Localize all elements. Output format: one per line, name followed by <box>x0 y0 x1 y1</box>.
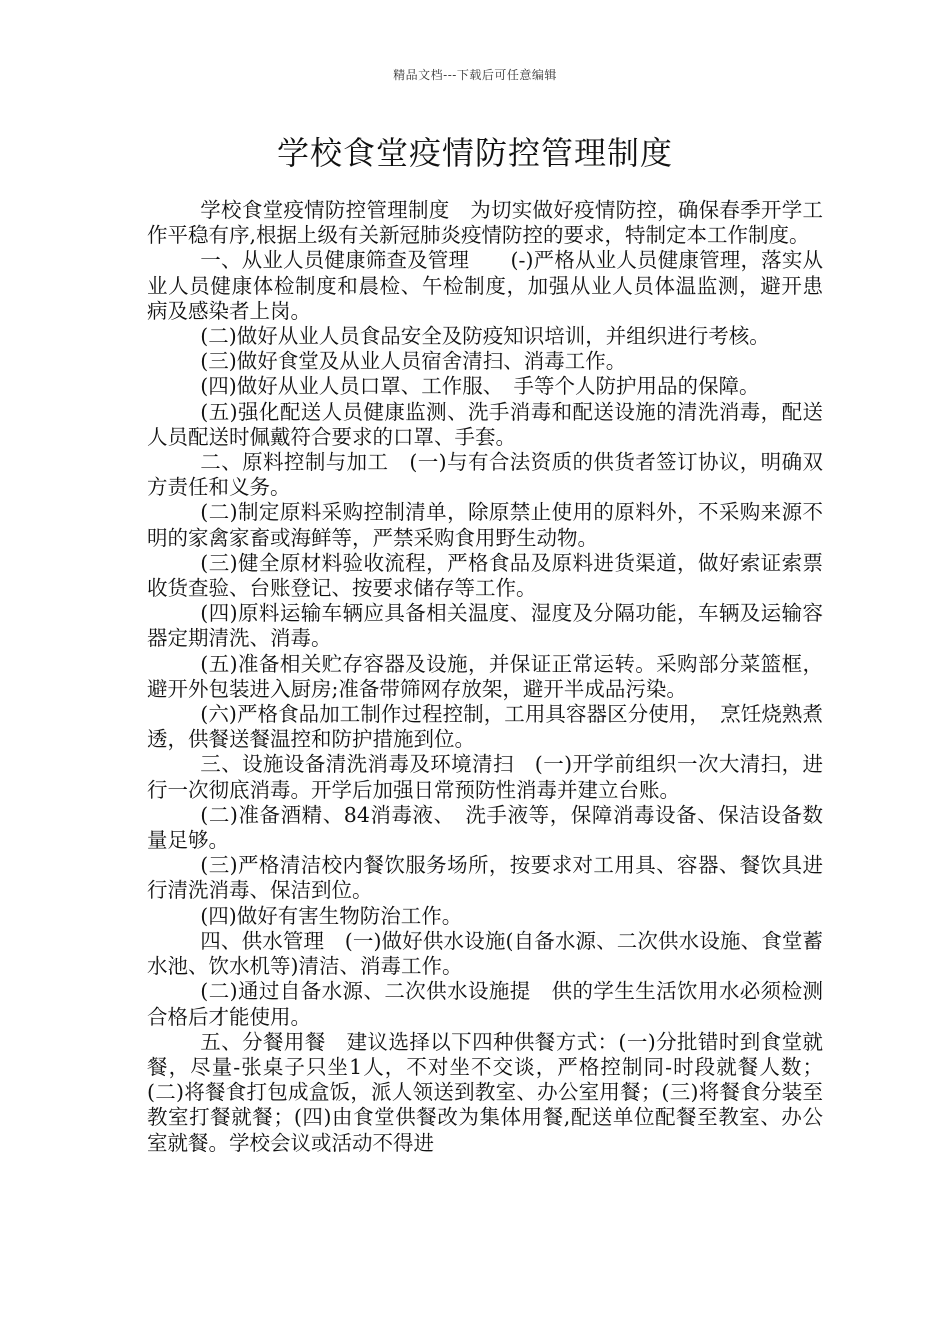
paragraph-section-1: 一、从业人员健康筛查及管理 (-)严格从业人员健康管理，落实从业人员健康体检制度和晨检、午检制度，加强从业人员体温监测，避开患病及感染者上岗。 <box>147 248 823 323</box>
document-title: 学校食堂疫情防控管理制度 <box>276 134 673 172</box>
paragraph: (二)制定原料采购控制清单，除原禁止使用的原料外，不采购来源不明的家禽家畜或海鲜等，严禁采购食用野生动物。 <box>147 500 823 550</box>
paragraph-section-3: 三、设施设备清洗消毒及环境清扫 (一)开学前组织一次大清扫，进行一次彻底消毒。开学后加强日常预防性消毒并建立台账。 <box>147 752 823 802</box>
document-body <box>147 198 823 1156</box>
paragraph-intro: 学校食堂疫情防控管理制度 为切实做好疫情防控，确保春季开学工作平稳有序,根据上级有关新冠肺炎疫情防控的要求，特制定本工作制度。 <box>147 198 823 248</box>
paragraph: (五)强化配送人员健康监测、洗手消毒和配送设施的清洗消毒，配送人员配送时佩戴符合要求的口罩、手套。 <box>147 399 823 449</box>
paragraph: (四)原料运输车辆应具备相关温度、湿度及分隔功能，车辆及运输容器定期清洗、消毒。 <box>147 601 823 651</box>
paragraph: (三)健全原材料验收流程，严格食品及原料进货渠道，做好索证索票收货查验、台账登记、按要求储存等工作。 <box>147 550 823 601</box>
paragraph-section-5: 五、分餐用餐 建议选择以下四种供餐方式：(一)分批错时到食堂就餐，尽量-张桌子只坐1人，不对坐不交谈，严格控制同-时段就餐人数；(二)将餐食打包成盒饭，派人领送到教室、办公室用餐；(三)将餐食分装至教室打餐就餐；(四)由食堂供餐改为集体用餐,配送单位配餐至教室、办公室就餐。学校会议或活动不得进 <box>147 1029 823 1155</box>
paragraph-section-4: 四、供水管理 (一)做好供水设施(自备水源、二次供水设施、食堂蓄水池、饮水机等)清洁、消毒工作。 <box>147 928 823 979</box>
paragraph: (二)准备酒精、84消毒液、 洗手液等，保障消毒设备、保洁设备数量足够。 <box>147 802 823 853</box>
paragraph: (二)做好从业人员食品安全及防疫知识培训，并组织进行考核。 <box>200 324 770 349</box>
paragraph: (三)严格清洁校内餐饮服务场所，按要求对工用具、容器、餐饮具进行清洗消毒、保洁到位。 <box>147 853 823 903</box>
paragraph: (四)做好从业人员口罩、工作服、 手等个人防护用品的保障。 <box>200 374 760 399</box>
paragraph: (五)准备相关贮存容器及设施，并保证正常运转。采购部分菜篮框，避开外包装进入厨房;准备带筛网存放架，避开半成品污染。 <box>147 651 823 701</box>
paragraph: (四)做好有害生物防治工作。 <box>200 903 463 928</box>
header-note: 精品文档---下载后可任意编辑 <box>393 68 557 82</box>
paragraph: (六)严格食品加工制作过程控制，工用具容器区分使用， 烹饪烧熟煮透，供餐送餐温控和防护措施到位。 <box>147 702 823 752</box>
paragraph: (三)做好食堂及从业人员宿舍清扫、消毒工作。 <box>200 349 627 374</box>
paragraph-section-2: 二、原料控制与加工 (一)与有合法资质的供货者签订协议，明确双方责任和义务。 <box>147 450 823 500</box>
paragraph: (二)通过自备水源、二次供水设施提 供的学生生活饮用水必须检测合格后才能使用。 <box>147 979 823 1029</box>
